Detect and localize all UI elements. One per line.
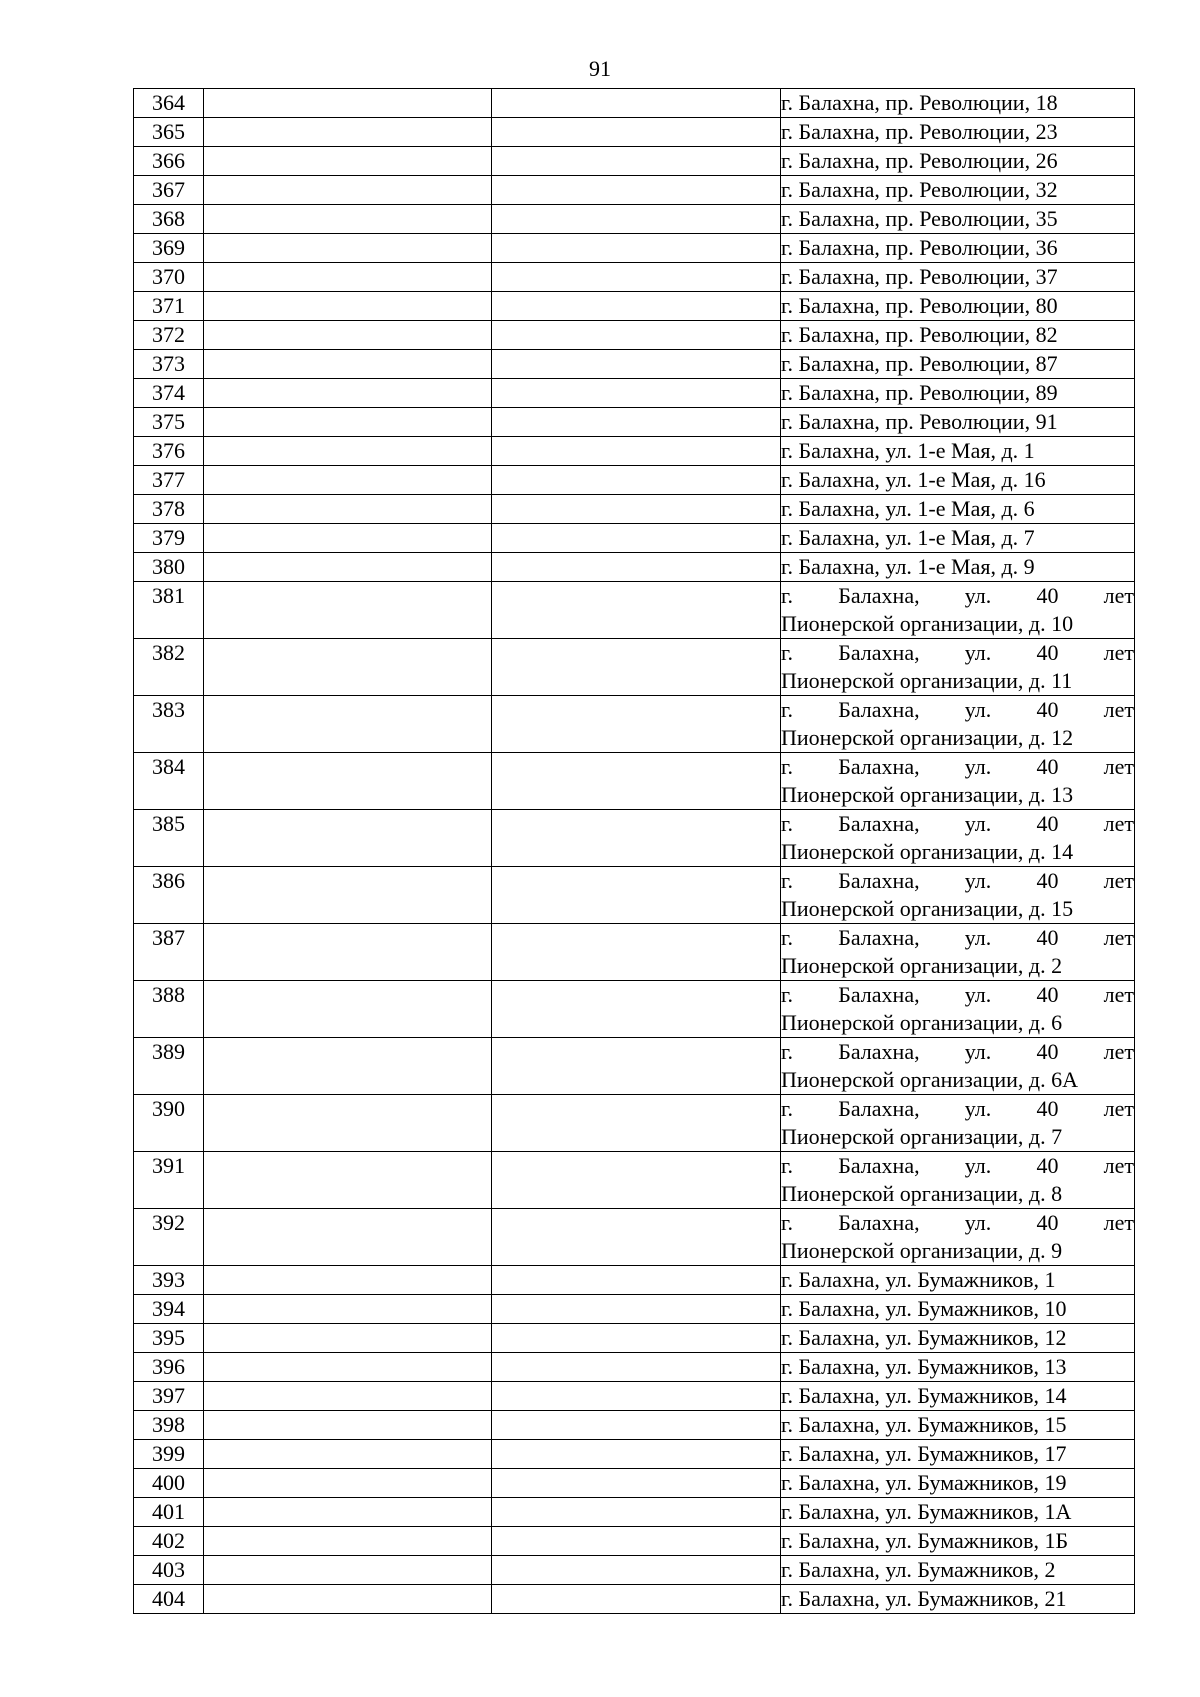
table-row bbox=[134, 1411, 1135, 1440]
empty-cell bbox=[492, 639, 781, 696]
empty-cell bbox=[492, 176, 781, 205]
empty-cell bbox=[204, 696, 492, 753]
address-cell: г. Балахна, ул. Бумажников, 1Б bbox=[781, 1527, 1135, 1556]
empty-cell bbox=[204, 524, 492, 553]
row-number: 374 bbox=[134, 379, 204, 408]
empty-cell bbox=[204, 466, 492, 495]
row-number: 400 bbox=[134, 1469, 204, 1498]
address-cell bbox=[781, 582, 1135, 639]
row-number: 402 bbox=[134, 1527, 204, 1556]
empty-cell bbox=[492, 867, 781, 924]
row-number: 379 bbox=[134, 524, 204, 553]
table-row bbox=[134, 1556, 1135, 1585]
address-cell: г. Балахна, пр. Революции, 80 bbox=[781, 292, 1135, 321]
empty-cell bbox=[204, 1556, 492, 1585]
table-row bbox=[134, 1152, 1135, 1209]
address-line-2: Пионерской организации, д. 15 bbox=[781, 896, 1074, 921]
table-row bbox=[134, 1295, 1135, 1324]
address-cell: г. Балахна, ул. Бумажников, 12 bbox=[781, 1324, 1135, 1353]
row-number: 368 bbox=[134, 205, 204, 234]
address-cell bbox=[781, 1038, 1135, 1095]
empty-cell bbox=[492, 1527, 781, 1556]
address-line-1: г. Балахна, ул. 40 лет bbox=[781, 868, 1134, 893]
address-line-2: Пионерской организации, д. 2 bbox=[781, 953, 1063, 978]
address-cell bbox=[781, 810, 1135, 867]
table-row bbox=[134, 1585, 1135, 1614]
empty-cell bbox=[204, 495, 492, 524]
table-row bbox=[134, 810, 1135, 867]
row-number: 391 bbox=[134, 1152, 204, 1209]
table-row bbox=[134, 867, 1135, 924]
row-number: 377 bbox=[134, 466, 204, 495]
table-row bbox=[134, 408, 1135, 437]
table-row bbox=[134, 553, 1135, 582]
table-row bbox=[134, 1382, 1135, 1411]
table-row bbox=[134, 147, 1135, 176]
table-row bbox=[134, 639, 1135, 696]
address-line-1: г. Балахна, ул. 40 лет bbox=[781, 982, 1134, 1007]
empty-cell bbox=[204, 1095, 492, 1152]
address-cell: г. Балахна, пр. Революции, 87 bbox=[781, 350, 1135, 379]
address-cell: г. Балахна, пр. Революции, 91 bbox=[781, 408, 1135, 437]
empty-cell bbox=[204, 810, 492, 867]
empty-cell bbox=[492, 1209, 781, 1266]
address-cell: г. Балахна, пр. Революции, 89 bbox=[781, 379, 1135, 408]
table-row bbox=[134, 89, 1135, 118]
table-row bbox=[134, 321, 1135, 350]
address-cell bbox=[781, 1152, 1135, 1209]
empty-cell bbox=[492, 1556, 781, 1585]
table-row bbox=[134, 924, 1135, 981]
empty-cell bbox=[492, 553, 781, 582]
empty-cell bbox=[492, 147, 781, 176]
row-number: 384 bbox=[134, 753, 204, 810]
row-number: 381 bbox=[134, 582, 204, 639]
empty-cell bbox=[204, 1527, 492, 1556]
row-number: 387 bbox=[134, 924, 204, 981]
table-row bbox=[134, 753, 1135, 810]
address-cell: г. Балахна, ул. 1-е Мая, д. 6 bbox=[781, 495, 1135, 524]
empty-cell bbox=[204, 1440, 492, 1469]
empty-cell bbox=[204, 1324, 492, 1353]
empty-cell bbox=[492, 437, 781, 466]
row-number: 404 bbox=[134, 1585, 204, 1614]
address-cell: г. Балахна, ул. Бумажников, 19 bbox=[781, 1469, 1135, 1498]
address-cell: г. Балахна, пр. Революции, 37 bbox=[781, 263, 1135, 292]
address-line-1: г. Балахна, ул. 40 лет bbox=[781, 583, 1134, 608]
table-row bbox=[134, 1209, 1135, 1266]
row-number: 380 bbox=[134, 553, 204, 582]
address-line-1: г. Балахна, ул. 40 лет bbox=[781, 811, 1134, 836]
empty-cell bbox=[492, 1353, 781, 1382]
address-cell: г. Балахна, ул. Бумажников, 1 bbox=[781, 1266, 1135, 1295]
empty-cell bbox=[492, 1095, 781, 1152]
empty-cell bbox=[204, 1498, 492, 1527]
address-cell bbox=[781, 639, 1135, 696]
row-number: 393 bbox=[134, 1266, 204, 1295]
empty-cell bbox=[492, 981, 781, 1038]
empty-cell bbox=[492, 234, 781, 263]
address-line-1: г. Балахна, ул. 40 лет bbox=[781, 1039, 1134, 1064]
empty-cell bbox=[492, 582, 781, 639]
empty-cell bbox=[492, 263, 781, 292]
table-row bbox=[134, 582, 1135, 639]
table-row bbox=[134, 437, 1135, 466]
empty-cell bbox=[492, 379, 781, 408]
row-number: 367 bbox=[134, 176, 204, 205]
table-row bbox=[134, 1527, 1135, 1556]
empty-cell bbox=[492, 408, 781, 437]
address-cell: г. Балахна, ул. Бумажников, 1А bbox=[781, 1498, 1135, 1527]
address-line-1: г. Балахна, ул. 40 лет bbox=[781, 754, 1134, 779]
empty-cell bbox=[492, 1038, 781, 1095]
address-line-2: Пионерской организации, д. 12 bbox=[781, 725, 1074, 750]
empty-cell bbox=[492, 495, 781, 524]
row-number: 385 bbox=[134, 810, 204, 867]
address-line-2: Пионерской организации, д. 11 bbox=[781, 668, 1073, 693]
empty-cell bbox=[204, 1382, 492, 1411]
address-cell: г. Балахна, пр. Революции, 36 bbox=[781, 234, 1135, 263]
table-row bbox=[134, 1440, 1135, 1469]
row-number: 392 bbox=[134, 1209, 204, 1266]
row-number: 383 bbox=[134, 696, 204, 753]
address-line-2: Пионерской организации, д. 8 bbox=[781, 1181, 1063, 1206]
empty-cell bbox=[492, 924, 781, 981]
address-line-2: Пионерской организации, д. 6А bbox=[781, 1067, 1078, 1092]
empty-cell bbox=[204, 1209, 492, 1266]
address-cell: г. Балахна, ул. Бумажников, 13 bbox=[781, 1353, 1135, 1382]
empty-cell bbox=[492, 1440, 781, 1469]
row-number: 372 bbox=[134, 321, 204, 350]
table-row bbox=[134, 1469, 1135, 1498]
table-row bbox=[134, 234, 1135, 263]
row-number: 378 bbox=[134, 495, 204, 524]
table-row bbox=[134, 981, 1135, 1038]
row-number: 399 bbox=[134, 1440, 204, 1469]
empty-cell bbox=[204, 1038, 492, 1095]
empty-cell bbox=[492, 292, 781, 321]
row-number: 389 bbox=[134, 1038, 204, 1095]
empty-cell bbox=[204, 753, 492, 810]
row-number: 375 bbox=[134, 408, 204, 437]
empty-cell bbox=[204, 321, 492, 350]
address-line-2: Пионерской организации, д. 6 bbox=[781, 1010, 1063, 1035]
empty-cell bbox=[492, 118, 781, 147]
row-number: 401 bbox=[134, 1498, 204, 1527]
empty-cell bbox=[204, 1266, 492, 1295]
table-row bbox=[134, 1353, 1135, 1382]
address-line-2: Пионерской организации, д. 9 bbox=[781, 1238, 1063, 1263]
empty-cell bbox=[204, 350, 492, 379]
address-cell: г. Балахна, ул. 1-е Мая, д. 9 bbox=[781, 553, 1135, 582]
table-row bbox=[134, 176, 1135, 205]
address-line-1: г. Балахна, ул. 40 лет bbox=[781, 697, 1134, 722]
empty-cell bbox=[492, 350, 781, 379]
address-cell: г. Балахна, ул. Бумажников, 17 bbox=[781, 1440, 1135, 1469]
address-cell bbox=[781, 924, 1135, 981]
table-row bbox=[134, 1038, 1135, 1095]
empty-cell bbox=[492, 810, 781, 867]
empty-cell bbox=[492, 1498, 781, 1527]
empty-cell bbox=[204, 89, 492, 118]
empty-cell bbox=[204, 292, 492, 321]
empty-cell bbox=[492, 753, 781, 810]
empty-cell bbox=[204, 1469, 492, 1498]
empty-cell bbox=[492, 1266, 781, 1295]
empty-cell bbox=[204, 639, 492, 696]
row-number: 403 bbox=[134, 1556, 204, 1585]
empty-cell bbox=[204, 118, 492, 147]
empty-cell bbox=[204, 437, 492, 466]
row-number: 373 bbox=[134, 350, 204, 379]
table-row bbox=[134, 379, 1135, 408]
address-cell bbox=[781, 753, 1135, 810]
address-line-2: Пионерской организации, д. 10 bbox=[781, 611, 1074, 636]
address-cell: г. Балахна, ул. 1-е Мая, д. 7 bbox=[781, 524, 1135, 553]
address-cell: г. Балахна, пр. Революции, 23 bbox=[781, 118, 1135, 147]
row-number: 369 bbox=[134, 234, 204, 263]
row-number: 388 bbox=[134, 981, 204, 1038]
empty-cell bbox=[204, 1585, 492, 1614]
empty-cell bbox=[204, 924, 492, 981]
address-cell: г. Балахна, пр. Революции, 32 bbox=[781, 176, 1135, 205]
empty-cell bbox=[204, 1152, 492, 1209]
table-row bbox=[134, 495, 1135, 524]
address-cell bbox=[781, 1095, 1135, 1152]
empty-cell bbox=[492, 1152, 781, 1209]
address-cell: г. Балахна, ул. Бумажников, 21 bbox=[781, 1585, 1135, 1614]
row-number: 364 bbox=[134, 89, 204, 118]
empty-cell bbox=[204, 981, 492, 1038]
address-line-2: Пионерской организации, д. 14 bbox=[781, 839, 1074, 864]
address-line-2: Пионерской организации, д. 13 bbox=[781, 782, 1074, 807]
row-number: 382 bbox=[134, 639, 204, 696]
address-table bbox=[133, 88, 1135, 1614]
address-cell: г. Балахна, ул. Бумажников, 14 bbox=[781, 1382, 1135, 1411]
row-number: 395 bbox=[134, 1324, 204, 1353]
address-cell: г. Балахна, пр. Революции, 18 bbox=[781, 89, 1135, 118]
address-line-1: г. Балахна, ул. 40 лет bbox=[781, 1210, 1134, 1235]
address-cell bbox=[781, 981, 1135, 1038]
page-number: 91 bbox=[589, 56, 611, 81]
empty-cell bbox=[492, 89, 781, 118]
empty-cell bbox=[204, 205, 492, 234]
row-number: 365 bbox=[134, 118, 204, 147]
empty-cell bbox=[492, 696, 781, 753]
table-row bbox=[134, 1095, 1135, 1152]
empty-cell bbox=[204, 1411, 492, 1440]
empty-cell bbox=[492, 1295, 781, 1324]
address-cell: г. Балахна, ул. 1-е Мая, д. 1 bbox=[781, 437, 1135, 466]
address-line-1: г. Балахна, ул. 40 лет bbox=[781, 1096, 1134, 1121]
table-row bbox=[134, 263, 1135, 292]
address-cell bbox=[781, 696, 1135, 753]
table-row bbox=[134, 1498, 1135, 1527]
row-number: 371 bbox=[134, 292, 204, 321]
empty-cell bbox=[492, 466, 781, 495]
row-number: 396 bbox=[134, 1353, 204, 1382]
empty-cell bbox=[204, 582, 492, 639]
empty-cell bbox=[204, 1295, 492, 1324]
empty-cell bbox=[204, 1353, 492, 1382]
address-cell: г. Балахна, ул. Бумажников, 2 bbox=[781, 1556, 1135, 1585]
address-line-1: г. Балахна, ул. 40 лет bbox=[781, 1153, 1134, 1178]
empty-cell bbox=[492, 205, 781, 234]
empty-cell bbox=[204, 263, 492, 292]
row-number: 397 bbox=[134, 1382, 204, 1411]
empty-cell bbox=[204, 176, 492, 205]
row-number: 370 bbox=[134, 263, 204, 292]
table-row bbox=[134, 524, 1135, 553]
address-cell bbox=[781, 1209, 1135, 1266]
empty-cell bbox=[492, 1411, 781, 1440]
address-cell: г. Балахна, ул. Бумажников, 15 bbox=[781, 1411, 1135, 1440]
table-row bbox=[134, 1266, 1135, 1295]
table-row bbox=[134, 205, 1135, 234]
empty-cell bbox=[492, 1469, 781, 1498]
address-cell: г. Балахна, пр. Революции, 82 bbox=[781, 321, 1135, 350]
table-row bbox=[134, 1324, 1135, 1353]
table-row bbox=[134, 696, 1135, 753]
empty-cell bbox=[492, 1585, 781, 1614]
empty-cell bbox=[204, 867, 492, 924]
address-cell: г. Балахна, ул. 1-е Мая, д. 16 bbox=[781, 466, 1135, 495]
empty-cell bbox=[492, 1382, 781, 1411]
table-row bbox=[134, 350, 1135, 379]
table-row bbox=[134, 292, 1135, 321]
address-line-1: г. Балахна, ул. 40 лет bbox=[781, 640, 1134, 665]
empty-cell bbox=[204, 379, 492, 408]
row-number: 366 bbox=[134, 147, 204, 176]
row-number: 376 bbox=[134, 437, 204, 466]
address-line-1: г. Балахна, ул. 40 лет bbox=[781, 925, 1134, 950]
empty-cell bbox=[204, 408, 492, 437]
table-body bbox=[134, 89, 1135, 1614]
address-cell bbox=[781, 867, 1135, 924]
table-row bbox=[134, 466, 1135, 495]
address-cell: г. Балахна, пр. Революции, 35 bbox=[781, 205, 1135, 234]
empty-cell bbox=[204, 553, 492, 582]
empty-cell bbox=[492, 321, 781, 350]
address-line-2: Пионерской организации, д. 7 bbox=[781, 1124, 1063, 1149]
row-number: 390 bbox=[134, 1095, 204, 1152]
address-cell: г. Балахна, ул. Бумажников, 10 bbox=[781, 1295, 1135, 1324]
row-number: 394 bbox=[134, 1295, 204, 1324]
table-row bbox=[134, 118, 1135, 147]
empty-cell bbox=[204, 234, 492, 263]
empty-cell bbox=[492, 1324, 781, 1353]
row-number: 386 bbox=[134, 867, 204, 924]
address-cell: г. Балахна, пр. Революции, 26 bbox=[781, 147, 1135, 176]
empty-cell bbox=[492, 524, 781, 553]
row-number: 398 bbox=[134, 1411, 204, 1440]
empty-cell bbox=[204, 147, 492, 176]
